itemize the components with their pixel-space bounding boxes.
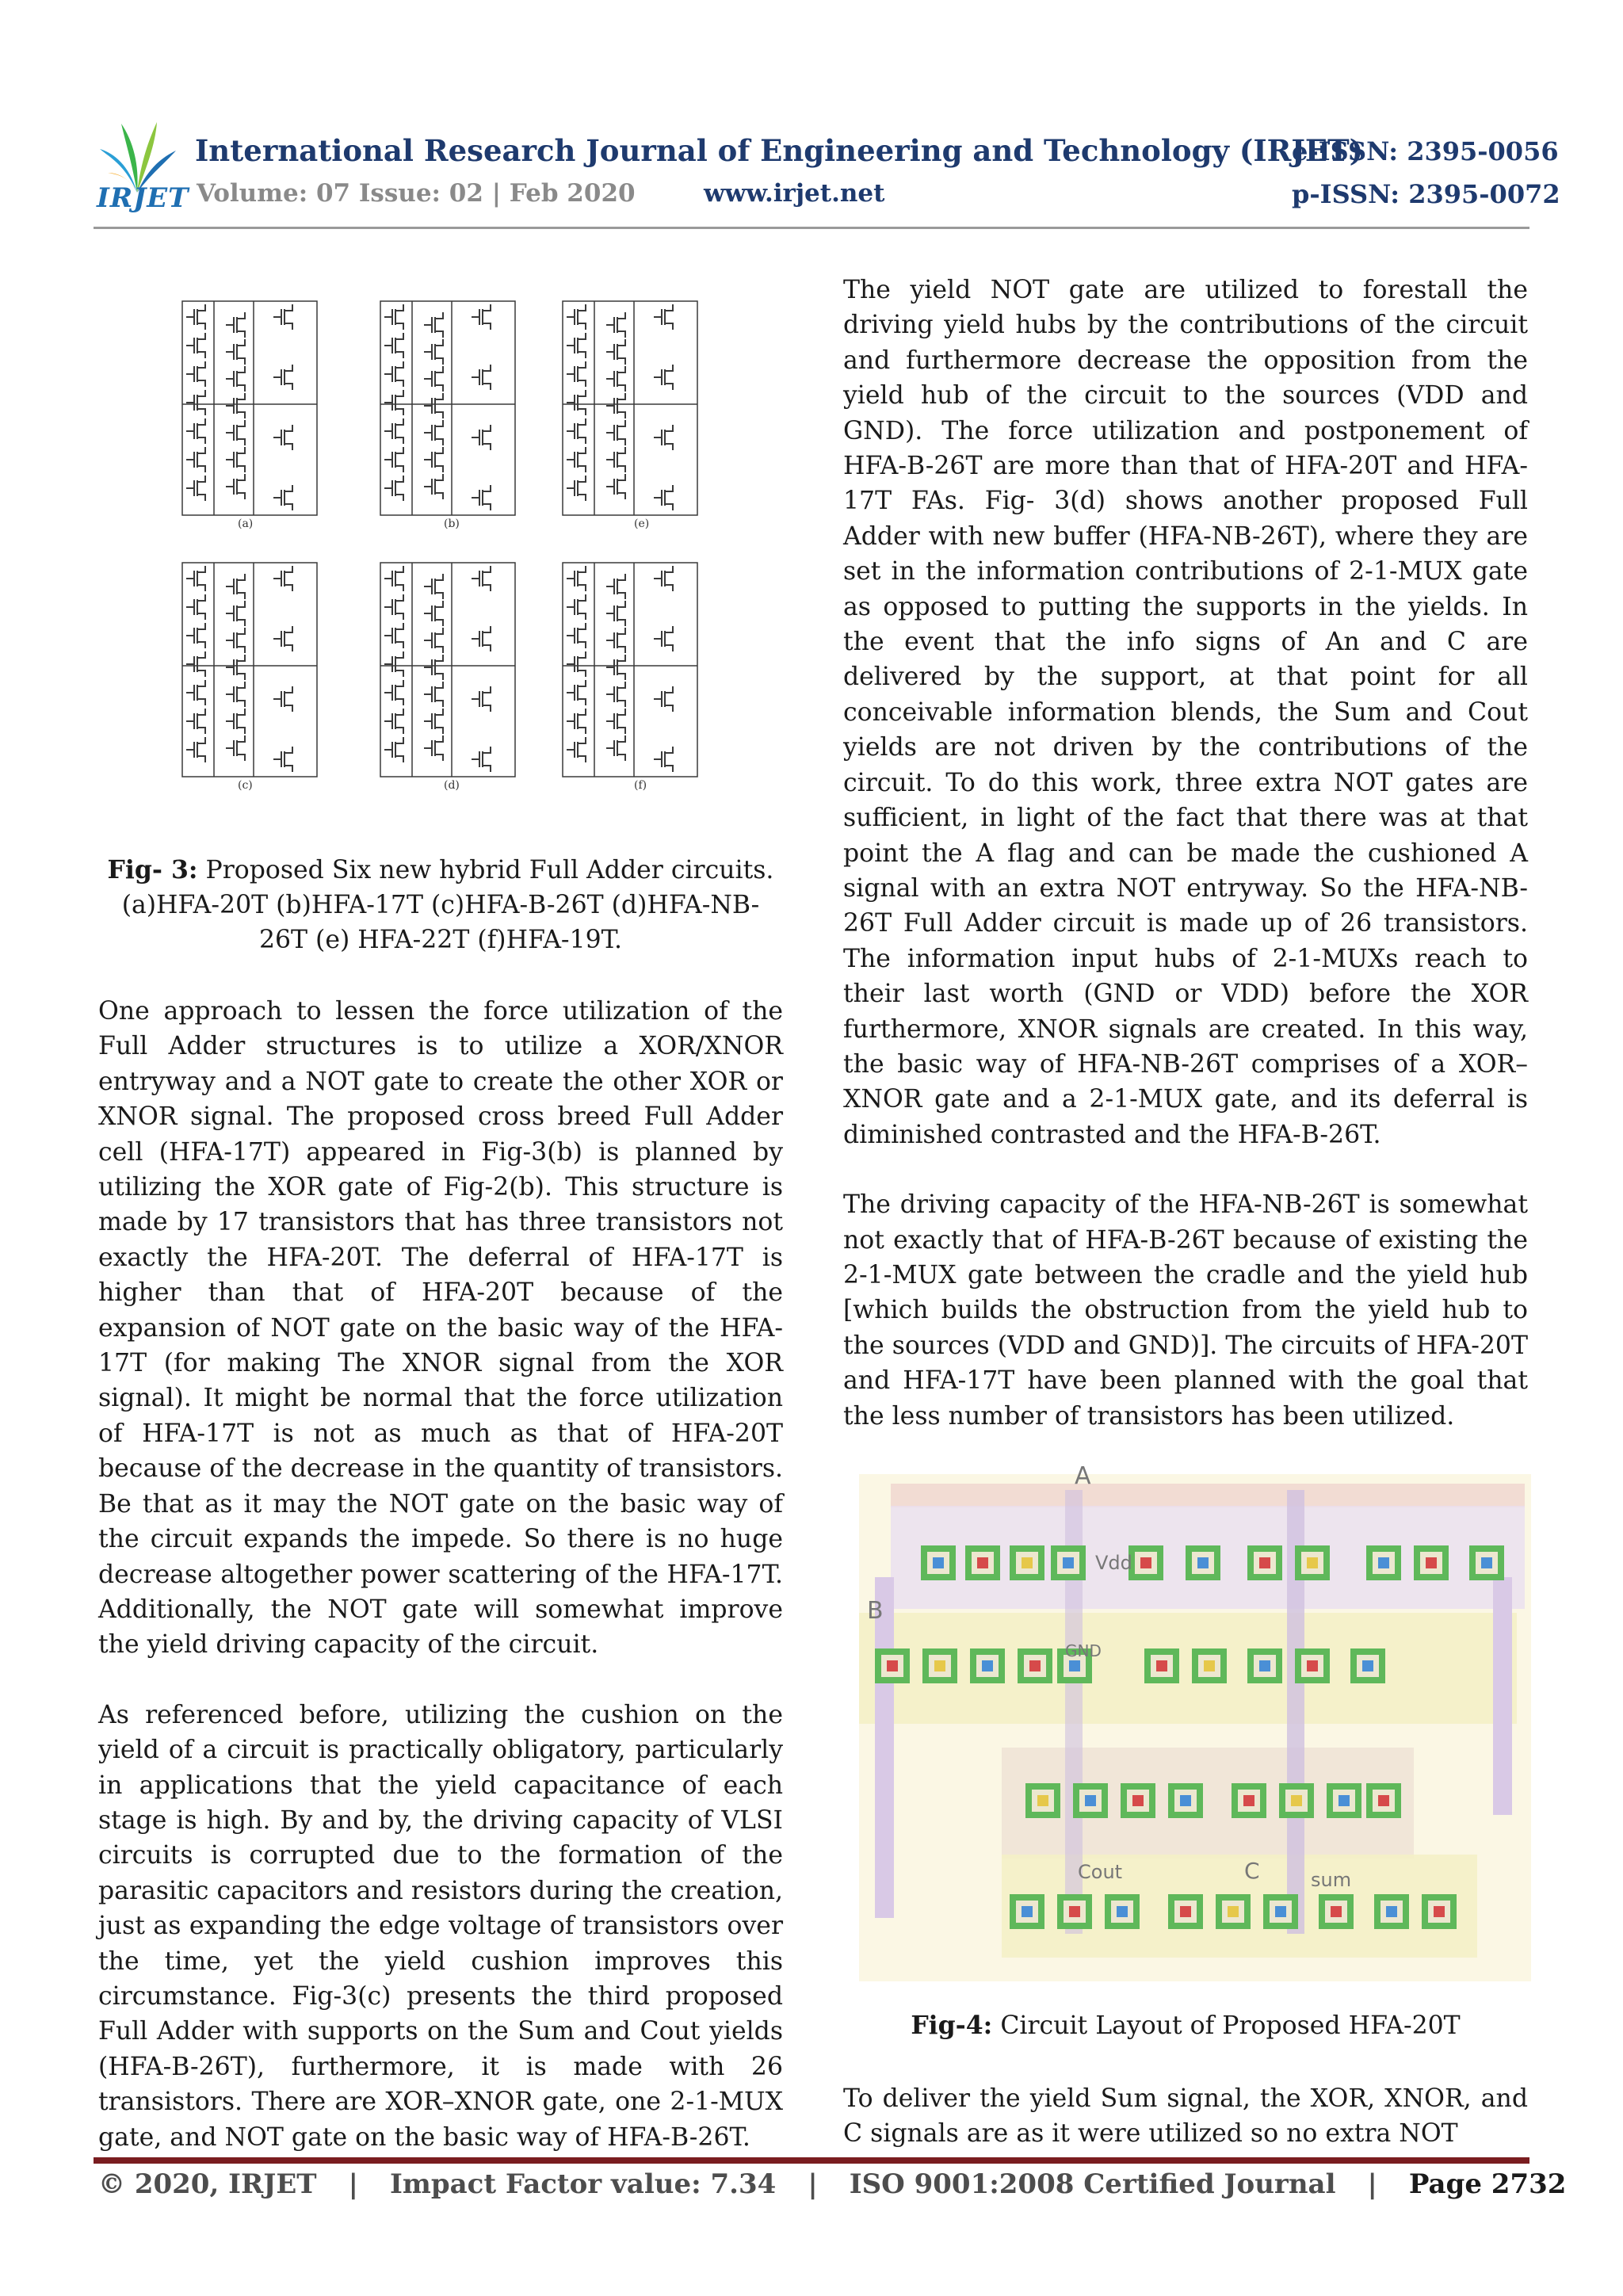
transistor-symbol [472,566,491,591]
transistor-symbol [606,420,625,445]
transistor-symbol [226,420,245,445]
footer-iso: ISO 9001:2008 Certified Journal [849,2168,1336,2200]
journal-title: International Research Journal of Engineering and Technology (IRJET) [195,133,1364,168]
transistor-symbol [384,651,403,677]
transistor-symbol [567,476,586,501]
transistor-symbol [424,393,443,418]
label-a: A [1075,1466,1091,1490]
transistor-symbol [606,366,625,392]
layout-via [1331,1906,1342,1917]
figure-3-caption-text: Proposed Six new hybrid Full Adder circuits. (a)HFA-20T (b)HFA-17T (c)HFA-B-26T (d)HFA-NB-26T (e) HFA-22T (f)HFA-19T. [121,856,774,954]
transistor-symbol [226,393,245,418]
layout-via [1259,1660,1270,1671]
layout-via [1029,1660,1041,1671]
layout-via [1069,1906,1080,1917]
transistor-symbol [424,709,443,734]
transistor-symbol [567,651,586,677]
transistor-symbol [472,626,491,651]
transistor-symbol [424,628,443,653]
transistor-symbol [424,339,443,365]
transistor-symbol [654,566,673,591]
transistor-symbol [424,366,443,392]
transistor-symbol [567,418,586,444]
transistor-symbol [186,333,205,358]
layout-via [1307,1660,1318,1671]
paragraph: The yield NOT gate are utilized to forestall the driving yield hubs by the contributions of the circuit and furthermore decrease the opposition from the yield hub of the circuit to the sources (VDD and GND). The force utilization and postponement of HFA-B-26T are more than that of HFA-20T and HFA-17T FAs. Fig- 3(d) shows another proposed Full Adder with new buffer (HFA-NB-26T), where they are set in the information contributions of 2-1-MUX gate as opposed to putting the supports in the yields. In the event that the info signs of An and C are delivered by the support, at that point for all conceivable information blends, the Sum and Cout yields are not driven by the contributions of the circuit. To do this work, three extra NOT gates are sufficient, in light of the fact that there was at that point the A flag and can be made the cushioned A signal with an extra NOT entryway. So the HFA-NB-26T Full Adder circuit is made up of 26 transistors. The information input hubs of 2-1-MUXs reach to their last worth (GND or VDD) before the XOR furthermore, XNOR signals are created. In this way, the basic way of HFA-NB-26T comprises of a XOR–XNOR gate and a 2-1-MUX gate, and its deferral is diminished contrasted and the HFA-B-26T. [843,276,1528,1149]
transistor-symbol [384,566,403,591]
transistor-symbol [567,680,586,705]
transistor-symbol [384,333,403,358]
figure-3-label: Fig- 3: [107,855,198,884]
panel-label-b: (b) [444,518,460,530]
layout-via [1180,1906,1191,1917]
layout-via [982,1660,993,1671]
layout-via [1140,1557,1151,1568]
right-column-continued [843,2081,1528,2152]
transistor-symbol [472,365,491,390]
transistor-symbol [606,628,625,653]
transistor-symbol [273,747,292,772]
paragraph: One approach to lessen the force utilization of the Full Adder structures is to utilize a XOR/XNOR entryway and a NOT gate to create the other XOR or XNOR signal. The proposed cross breed Full Adder cell (HFA-17T) appeared in Fig-3(b) is planned by utilizing the XOR gate of Fig-2(b). This structure is made by 17 transistors that has three transistors not exactly the HFA-20T. The deferral of HFA-17T is higher than that of HFA-20T because of the expansion of NOT gate on the basic way of the HFA-17T (for making The XNOR signal from the XOR signal). It might be normal that the force utilization of HFA-17T is not as much as that of HFA-20T because of the decrease in the quantity of transistors. Be that as it may the NOT gate on the basic way of the circuit expands the impede. So there is no huge decrease altogether power scattering of the HFA-17T. Additionally, the NOT gate will somewhat improve the yield driving capacity of the circuit. [98,997,783,1660]
transistor-symbol [186,594,205,620]
transistor-symbol [384,594,403,620]
transistor-symbol [654,425,673,450]
layout-via [1197,1557,1209,1568]
figure-3-caption [98,853,783,957]
label-sum: sum [1311,1869,1352,1891]
paragraph: To deliver the yield Sum signal, the XOR, XNOR, and C signals are as it were utilized so no extra NOT [843,2084,1528,2149]
transistor-symbol [186,447,205,472]
label-b: B [867,1597,884,1625]
transistor-symbol [567,390,586,415]
transistor-symbol [472,686,491,712]
layout-via [1132,1795,1144,1806]
layout-via [1338,1795,1350,1806]
layout-via [1063,1557,1074,1568]
transistor-symbol [424,574,443,599]
transistor-symbol [226,312,245,338]
transistor-symbol [606,393,625,418]
transistor-symbol [226,474,245,499]
transistor-symbol [273,566,292,591]
transistor-symbol [273,485,292,510]
label-vdd: Vdd [1095,1552,1132,1574]
transistor-symbol [606,447,625,472]
transistor-symbol [567,737,586,762]
transistor-symbol [226,655,245,680]
transistor-symbol [567,447,586,472]
layout-via [1085,1795,1096,1806]
layout-via [1022,1906,1033,1917]
footer-divider [94,2157,1529,2164]
transistor-symbol [186,566,205,591]
transistor-symbol [186,623,205,648]
transistor-symbol [226,601,245,626]
transistor-symbol [226,682,245,707]
transistor-symbol [424,601,443,626]
layout-via [1228,1906,1239,1917]
transistor-symbol [424,420,443,445]
transistor-symbol [226,366,245,392]
transistor-symbol [384,418,403,444]
layout-via [1069,1660,1080,1671]
transistor-symbol [567,566,586,591]
transistor-symbol [654,365,673,390]
transistor-symbol [567,304,586,330]
transistor-symbol [384,390,403,415]
transistor-symbol [472,747,491,772]
layout-via [977,1557,988,1568]
transistor-symbol [186,361,205,387]
panel-label-c: (c) [238,779,253,792]
transistor-symbol [606,655,625,680]
layout-via [1022,1557,1033,1568]
transistor-symbol [424,447,443,472]
layout-via [887,1660,898,1671]
transistor-symbol [606,312,625,338]
transistor-symbol [567,623,586,648]
transistor-symbol [606,574,625,599]
transistor-symbol [273,626,292,651]
layout-via [1307,1557,1318,1568]
layout-via [1275,1906,1286,1917]
e-issn: e-ISSN: 2395-0056 [1292,136,1559,166]
figure-4-caption [843,2008,1528,2043]
panel-label-d: (d) [444,779,460,792]
transistor-symbol [384,361,403,387]
transistor-symbol [384,680,403,705]
transistor-symbol [384,709,403,734]
footer-impact-factor: Impact Factor value: 7.34 [389,2168,777,2200]
footer-copyright: © 2020, IRJET [98,2168,317,2200]
transistor-symbol [654,626,673,651]
transistor-symbol [186,476,205,501]
transistor-symbol [226,447,245,472]
layout-via [1291,1795,1302,1806]
figure-4-layout [843,1466,1531,1989]
panel-label-e: (e) [634,518,650,530]
transistor-symbol [424,312,443,338]
label-c: C [1244,1858,1260,1884]
transistor-symbol [186,390,205,415]
left-column [98,994,783,2155]
transistor-symbol [654,747,673,772]
transistor-symbol [472,425,491,450]
transistor-symbol [654,304,673,330]
transistor-symbol [424,682,443,707]
panel-label-f: (f) [634,779,647,792]
transistor-symbol [567,361,586,387]
layout-via [934,1660,945,1671]
layout-via [1117,1906,1128,1917]
transistor-symbol [654,686,673,712]
footer: © 2020, IRJET | Impact Factor value: 7.34 | ISO 9001:2008 Certified Journal | Page 2732 [98,2168,1567,2200]
paragraph: The driving capacity of the HFA-NB-26T is somewhat not exactly that of HFA-B-26T because of existing the 2-1-MUX gate between the cradle and the yield hub [which builds the obstruction from the yield hub to the sources (VDD and GND)]. The circuits of HFA-20T and HFA-17T have been planned with the goal that the less number of transistors has been utilized. [843,1190,1528,1431]
transistor-symbol [384,304,403,330]
transistor-symbol [567,594,586,620]
figure-4-label: Fig-4: [911,2011,993,2040]
layout-via [1378,1795,1389,1806]
p-issn: p-ISSN: 2395-0072 [1292,179,1560,209]
transistor-symbol [384,476,403,501]
transistor-symbol [273,304,292,330]
transistor-symbol [226,339,245,365]
layout-via [1481,1557,1492,1568]
transistor-symbol [226,574,245,599]
label-cout: Cout [1078,1861,1123,1883]
transistor-symbol [384,623,403,648]
transistor-symbol [472,304,491,330]
transistor-symbol [606,601,625,626]
header-divider [94,227,1529,229]
transistor-symbol [226,628,245,653]
paragraph: As referenced before, utilizing the cushion on the yield of a circuit is practically obligatory, particularly in applications that the yield capacitance of each stage is high. By and by, the driving capacity of VLSI circuits is corrupted due to the formation of the parasitic capacitors and resistors during the creation, just as expanding the edge voltage of transistors over the time, yet the yield cushion improves this circumstance. Fig-3(c) presents the third proposed Full Adder with supports on the Sum and Cout yields (HFA-B-26T), furthermore, it is made with 26 transistors. There are XOR–XNOR gate, one 2-1-MUX gate, and NOT gate on the basic way of HFA-B-26T. [98,1700,783,2152]
panel-label-a: (a) [238,518,254,530]
layout-via [1434,1906,1445,1917]
transistor-symbol [472,485,491,510]
transistor-symbol [606,682,625,707]
transistor-symbol [567,333,586,358]
transistor-symbol [226,735,245,761]
transistor-symbol [606,735,625,761]
layout-via [1037,1795,1048,1806]
transistor-symbol [186,304,205,330]
transistor-symbol [424,735,443,761]
transistor-symbol [273,686,292,712]
layout-via [933,1557,944,1568]
transistor-symbol [186,680,205,705]
transistor-symbol [384,737,403,762]
label-gnd: GND [1065,1641,1102,1660]
layout-via [1259,1557,1270,1568]
transistor-symbol [424,474,443,499]
transistor-symbol [606,709,625,734]
layout-via [1378,1557,1389,1568]
layout-via [1362,1660,1373,1671]
transistor-symbol [186,418,205,444]
transistor-symbol [186,709,205,734]
transistor-symbol [606,474,625,499]
transistor-symbol [273,425,292,450]
layout-via [1243,1795,1254,1806]
layout-via [1386,1906,1397,1917]
figure-4-caption-text: Circuit Layout of Proposed HFA-20T [1000,2011,1461,2040]
transistor-symbol [273,365,292,390]
layout-via [1156,1660,1167,1671]
transistor-symbol [654,485,673,510]
journal-website: www.irjet.net [704,179,885,208]
transistor-symbol [384,447,403,472]
transistor-symbol [186,651,205,677]
page-number: Page 2732 [1408,2168,1567,2200]
transistor-symbol [606,339,625,365]
layout-via [1426,1557,1437,1568]
transistor-symbol [186,737,205,762]
transistor-symbol [424,655,443,680]
layout-via [1180,1795,1191,1806]
transistor-symbol [567,709,586,734]
right-column [843,273,1528,1434]
logo-text: IRJET [97,182,189,214]
figure-3-circuits [151,269,737,800]
transistor-symbol [226,709,245,734]
layout-via [1204,1660,1215,1671]
volume-issue: Volume: 07 Issue: 02 | Feb 2020 [197,179,636,208]
